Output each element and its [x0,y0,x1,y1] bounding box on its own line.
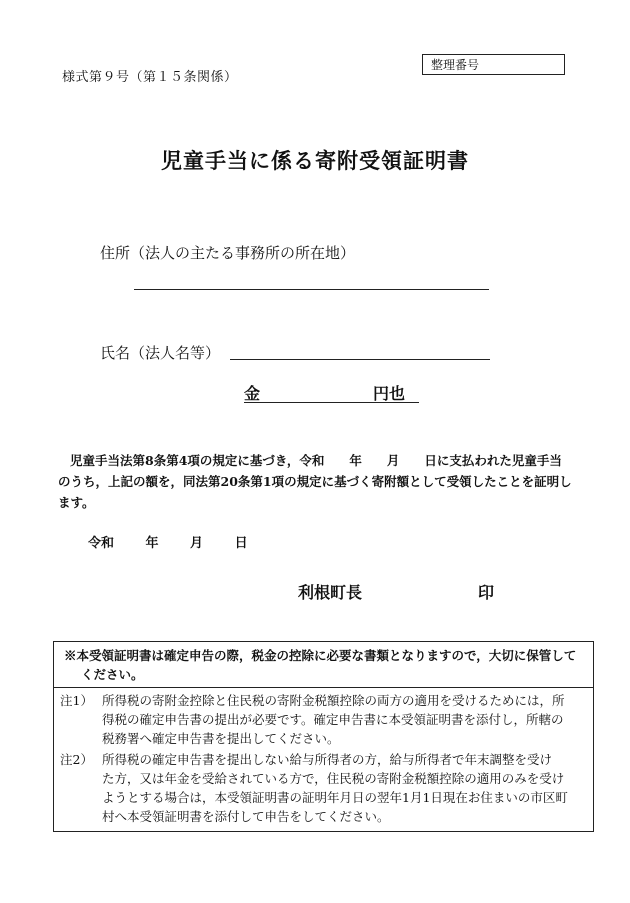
certification-line-3: ます。 [58,495,95,510]
amount-suffix: 円也 [373,384,406,403]
certification-line-1: 児童手当法第8条第4項の規定に基づき，令和 年 月 日に支払われた児童手当 [70,453,562,468]
note-1-line-1: 所得税の寄附金控除と住民税の寄附金税額控除の両方の適用を受けるためには，所 [102,693,565,708]
note-1 [60,691,588,748]
note-2-line-3: ようとする場合は，本受領証明書の証明年月日の翌年1月1日現在お住まいの市区町 [102,790,568,805]
reference-number-box: 整理番号 [422,54,565,75]
form-number: 様式第９号（第１５条関係） [62,70,238,85]
issue-date: 令和 年 月 日 [88,536,248,551]
note-2 [60,750,588,826]
amount-field-line [244,401,419,403]
amount-prefix: 金 [244,384,261,403]
notice-box [53,641,594,832]
note-2-line-2: た方，又は年金を受給されている方で，住民税の寄附金税額控除の適用のみを受け [102,771,565,786]
address-label: 住所（法人の主たる事務所の所在地） [100,244,356,262]
name-field-line [230,358,490,360]
certification-text [58,450,578,513]
name-label: 氏名（法人名等） [100,344,221,362]
note-1-label: 注1） [60,693,93,708]
notice-line-1: ※本受領証明書は確定申告の際，税金の控除に必要な書類となりますので，大切に保管して [64,648,577,663]
address-field-line [134,288,489,290]
note-2-label: 注2） [60,752,93,767]
note-2-line-1: 所得税の確定申告書を提出しない給与所得者の方，給与所得者で年末調整を受け [102,752,553,767]
note-1-line-3: 税務署へ確定申告書を提出してください。 [102,731,340,746]
note-1-line-2: 得税の確定申告書の提出が必要です。確定申告書に本受領証明書を添付し，所轄の [102,712,564,727]
notice-line-2: ください。 [81,667,144,682]
signer-title: 利根町長 [298,583,363,602]
document-title: 児童手当に係る寄附受領証明書 [161,148,469,173]
seal-mark: 印 [478,583,495,602]
notice-heading [54,642,593,688]
note-2-line-4: 村へ本受領証明書を添付して申告をしてください。 [102,809,390,824]
certification-line-2: のうち，上記の額を，同法第20条第1項の規定に基づく寄附額として受領したことを証明し [58,474,572,489]
